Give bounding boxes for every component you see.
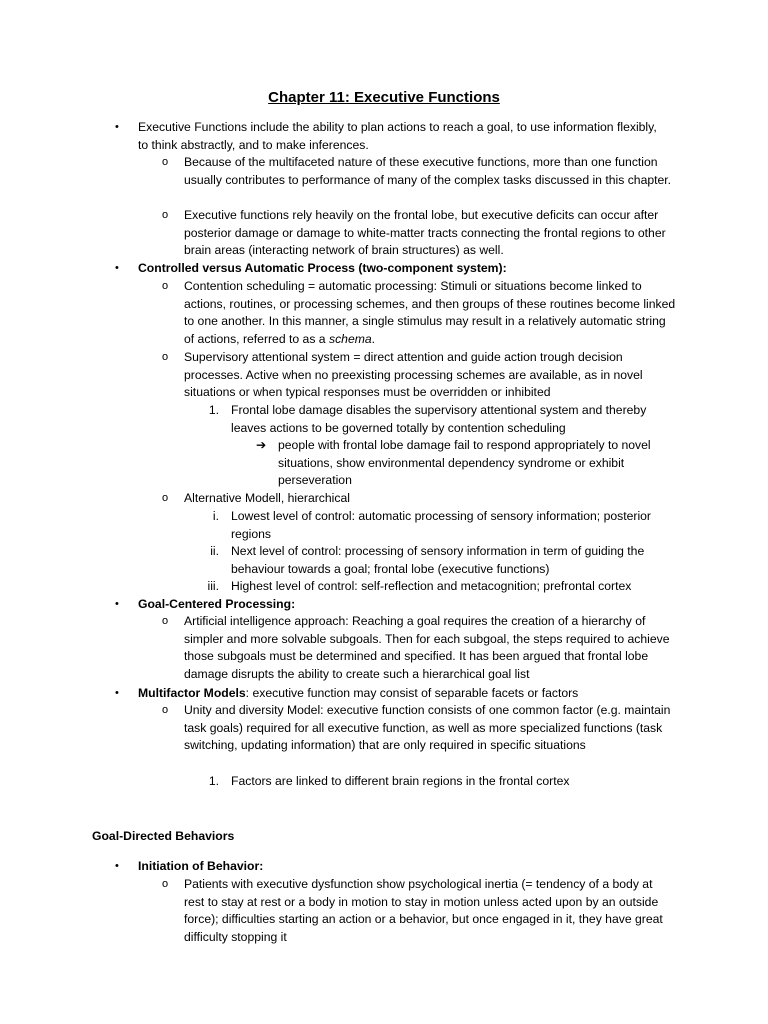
- circle-marker: o: [162, 209, 169, 221]
- item-text: Executive functions rely heavily on the frontal lobe, but executive deficits can occur after posterior damage or damage to white-matter tracts connecting the frontal regions to other brain areas (interacting network of brain structures) as well.: [184, 208, 666, 258]
- roman-marker: ii.: [210, 544, 219, 558]
- item-text: Next level of control: processing of sensory information in term of guiding the behaviour towards a goal; frontal lobe (executive functions): [231, 544, 645, 576]
- item-text-bold: Multifactor Models: [138, 686, 246, 700]
- arrow-icon: ➔: [256, 438, 267, 452]
- item-text: Highest level of control: self-reflection and metacognition; prefrontal cortex: [231, 579, 632, 593]
- list-item: [115, 119, 658, 154]
- item-text: Supervisory attentional system = direct attention and guide action trough decision processes. Active when no preexisting processing schemes are available, as in novel situations or when typical responses must be overridden or inhibited: [184, 350, 643, 400]
- list-item: [208, 773, 677, 791]
- item-text: Artificial intelligence approach: Reaching a goal requires the creation of a hierarchy of simpler and more solvable subgoals. Then for each subgoal, the steps required to achieve those subgoals must be determined and specified. It has been argued that frontal lobe damage disrupts the ability to create such a hierarchical goal list: [184, 614, 670, 681]
- number-marker: 1.: [208, 774, 219, 788]
- list-item: [162, 207, 676, 260]
- list-item: [115, 260, 658, 278]
- list-item: [115, 858, 658, 876]
- bullet-marker: •: [115, 860, 119, 872]
- item-text: Contention scheduling = automatic processing: Stimuli or situations become linked to actions, routines, or processing schemes, and then groups of these routines become linked to one another. In this manner, a single stimulus may result in a relatively automatic string of actions, referred to as a: [184, 279, 676, 346]
- circle-marker: o: [162, 156, 169, 168]
- item-text: Lowest level of control: automatic processing of sensory information; posterior regions: [231, 509, 651, 541]
- item-text: Unity and diversity Model: executive function consists of one common factor (e.g. maintain task goals) required for all executive function, as well as more specialized functions (task switching, updating information) that are only required in specific situations: [184, 703, 671, 753]
- list-item: [162, 613, 676, 683]
- circle-marker: o: [162, 615, 169, 627]
- circle-marker: o: [162, 280, 169, 292]
- list-item: [208, 402, 677, 437]
- circle-marker: o: [162, 704, 169, 716]
- item-text: Factors are linked to different brain regions in the frontal cortex: [231, 774, 570, 788]
- item-text: Goal-Centered Processing:: [138, 597, 296, 611]
- item-text: Alternative Modell, hierarchical: [184, 491, 350, 505]
- item-text: : executive function may consist of separable facets or factors: [245, 686, 579, 700]
- item-text: Controlled versus Automatic Process (two-component system):: [138, 261, 507, 275]
- circle-marker: o: [162, 492, 169, 504]
- item-text: Frontal lobe damage disables the supervisory attentional system and thereby leaves actions to be governed totally by contention scheduling: [231, 403, 647, 435]
- list-item: [212, 508, 677, 543]
- bullet-marker: •: [115, 687, 119, 699]
- list-item: [207, 578, 677, 596]
- item-text: people with frontal lobe damage fail to respond appropriately to novel situations, show environmental dependency syndrome or exhibit perseveration: [278, 438, 651, 488]
- list-item: [210, 543, 677, 578]
- schema-term: schema: [328, 331, 372, 346]
- list-item: [162, 349, 676, 402]
- list-item: [162, 154, 676, 189]
- page-title: Chapter 11: Executive Functions: [268, 89, 500, 106]
- roman-marker: i.: [212, 509, 219, 523]
- list-item: [115, 596, 658, 614]
- circle-marker: o: [162, 878, 169, 890]
- bullet-marker: •: [115, 262, 119, 274]
- list-item: [256, 437, 678, 490]
- bullet-marker: •: [115, 121, 119, 133]
- list-item: [162, 490, 676, 508]
- list-item: [162, 702, 676, 755]
- item-text: Initiation of Behavior:: [138, 859, 264, 873]
- list-item: [162, 278, 676, 348]
- item-text-end: .: [371, 331, 376, 346]
- item-text: Executive Functions include the ability to plan actions to reach a goal, to use information flexibly, to think abstractly, and to make inferences.: [138, 120, 657, 152]
- roman-marker: iii.: [207, 579, 219, 593]
- bullet-marker: •: [115, 598, 119, 610]
- item-text: Patients with executive dysfunction show psychological inertia (= tendency of a body at rest to stay at rest or a body in motion to stay in motion unless acted upon by an outside force); difficulties starting an action or a behavior, but once engaged in it, they have great difficulty stopping it: [184, 877, 663, 944]
- list-item: [162, 876, 676, 946]
- number-marker: 1.: [208, 403, 219, 417]
- list-item: [115, 685, 658, 703]
- section-heading: Goal-Directed Behaviors: [92, 829, 235, 843]
- circle-marker: o: [162, 351, 169, 363]
- item-text: Because of the multifaceted nature of these executive functions, more than one function usually contributes to performance of many of the complex tasks discussed in this chapter.: [184, 155, 672, 187]
